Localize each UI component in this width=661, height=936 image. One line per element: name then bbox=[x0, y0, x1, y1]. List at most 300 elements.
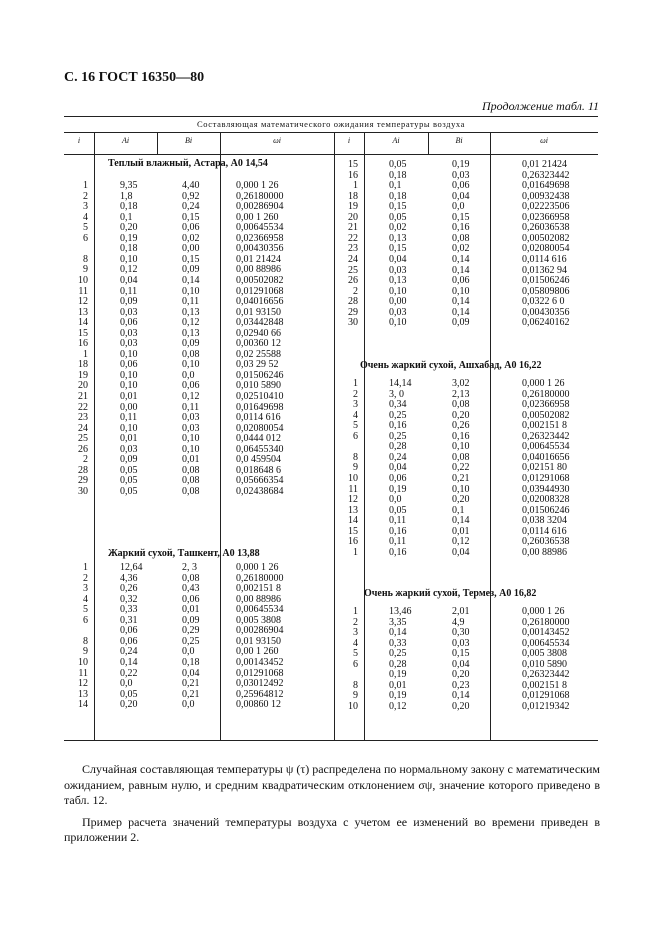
row-index: 2 bbox=[83, 454, 88, 466]
row-index: 6 bbox=[353, 658, 358, 670]
frequency-omega: 0,0322 6 0 bbox=[522, 296, 565, 308]
paragraph: Пример расчета значений температуры воздуха с учетом ее изменений во времени приведен в приложении 2. bbox=[64, 814, 600, 844]
row-index: 9 bbox=[83, 646, 88, 658]
row-index: 1 bbox=[353, 546, 358, 558]
section-title: Очень жаркий сухой, Термез, A0 16,82 bbox=[364, 588, 537, 599]
coefficient-a: 0,12 bbox=[389, 700, 407, 712]
frequency-omega: 0,01 93150 bbox=[236, 635, 281, 647]
coefficient-a: 0,24 bbox=[389, 451, 407, 463]
row-index: 26 bbox=[348, 275, 358, 287]
frequency-omega: 0,038 3204 bbox=[522, 515, 567, 527]
coefficient-b: 0,10 bbox=[182, 433, 200, 445]
coefficient-a: 0,04 bbox=[120, 274, 138, 286]
row-index: 12 bbox=[78, 296, 88, 308]
coefficient-b: 0,09 bbox=[182, 614, 200, 626]
frequency-omega: 0,25964812 bbox=[236, 688, 284, 700]
coefficient-a: 0,06 bbox=[120, 625, 138, 637]
coefficient-b: 0,20 bbox=[452, 700, 470, 712]
frequency-omega: 0,0444 012 bbox=[236, 433, 281, 445]
frequency-omega: 0,00502082 bbox=[522, 232, 570, 244]
row-index: 21 bbox=[78, 391, 88, 402]
table-title-rule bbox=[64, 132, 598, 133]
coefficient-a: 0,28 bbox=[389, 658, 407, 670]
coefficient-b: 0,20 bbox=[452, 494, 470, 506]
frequency-omega: 0,26180000 bbox=[522, 388, 570, 400]
frequency-omega: 0,0 459504 bbox=[236, 454, 281, 466]
row-index: 30 bbox=[78, 485, 88, 497]
row-index: 3 bbox=[353, 627, 358, 639]
coefficient-b: 0,26 bbox=[452, 420, 470, 432]
frequency-omega: 0,002151 8 bbox=[522, 420, 567, 432]
frequency-omega: 0,0114 616 bbox=[236, 412, 281, 424]
coefficient-a: 0,05 bbox=[120, 464, 138, 476]
frequency-omega: 0,000 1 26 bbox=[236, 180, 279, 191]
coefficient-b: 4,40 bbox=[182, 180, 200, 191]
column-header: Bi bbox=[184, 136, 193, 145]
coefficient-b: 2,13 bbox=[452, 388, 470, 400]
coefficient-b: 0,14 bbox=[452, 306, 470, 318]
coefficient-a: 0,06 bbox=[120, 635, 138, 647]
coefficient-b: 0,06 bbox=[452, 180, 470, 192]
coefficient-a: 0,14 bbox=[120, 656, 138, 668]
row-index: 15 bbox=[78, 327, 88, 339]
row-index: 8 bbox=[353, 679, 358, 691]
coefficient-b: 0,03 bbox=[182, 422, 200, 434]
coefficient-a: 4,36 bbox=[120, 572, 138, 584]
column-header: i bbox=[347, 136, 351, 145]
coefficient-a: 0,18 bbox=[120, 243, 138, 255]
frequency-omega: 0,005 3808 bbox=[522, 648, 567, 660]
coefficient-a: 0,34 bbox=[389, 399, 407, 411]
coefficient-b: 0,12 bbox=[452, 536, 470, 548]
coefficient-b: 0,14 bbox=[182, 274, 200, 286]
frequency-omega: 0,04016656 bbox=[236, 296, 284, 308]
table-header-rule bbox=[64, 154, 598, 155]
row-index: 9 bbox=[353, 690, 358, 702]
row-index: 12 bbox=[348, 494, 358, 506]
coefficient-b: 0,10 bbox=[182, 285, 200, 297]
frequency-omega: 0,00502082 bbox=[236, 274, 284, 286]
frequency-omega: 0,00 88986 bbox=[522, 546, 567, 558]
coefficient-b: 0,19 bbox=[452, 159, 470, 170]
coefficient-a: 0,05 bbox=[389, 211, 407, 223]
section-title: Теплый влажный, Астара, A0 14,54 bbox=[108, 158, 268, 169]
coefficient-b: 0,0 bbox=[182, 369, 195, 381]
frequency-omega: 0,00360 12 bbox=[236, 338, 281, 350]
coefficient-b: 0,06 bbox=[182, 380, 200, 392]
coefficient-a: 1,8 bbox=[120, 190, 133, 202]
body-text bbox=[64, 762, 600, 852]
column-divider bbox=[364, 132, 365, 740]
coefficient-a: 0,32 bbox=[120, 593, 138, 605]
row-index: 16 bbox=[348, 536, 358, 548]
frequency-omega: 0,018648 6 bbox=[236, 464, 281, 476]
coefficient-a: 0,16 bbox=[389, 525, 407, 537]
row-index: 2 bbox=[83, 572, 88, 584]
coefficient-b: 0,00 bbox=[182, 243, 200, 255]
coefficient-b: 0,11 bbox=[182, 296, 200, 308]
frequency-omega: 0,00 1 260 bbox=[236, 211, 279, 223]
row-index: 24 bbox=[78, 422, 88, 434]
row-index: 15 bbox=[348, 159, 358, 170]
coefficient-a: 0,15 bbox=[389, 201, 407, 213]
frequency-omega: 0,01362 94 bbox=[522, 264, 567, 276]
row-index: 18 bbox=[78, 359, 88, 371]
row-index: 22 bbox=[348, 232, 358, 244]
coefficient-a: 0,1 bbox=[120, 211, 133, 223]
coefficient-a: 0,18 bbox=[389, 190, 407, 202]
frequency-omega: 0,02438684 bbox=[236, 485, 284, 497]
coefficient-b: 0,11 bbox=[182, 401, 200, 413]
coefficient-a: 0,14 bbox=[389, 627, 407, 639]
row-index: 3 bbox=[83, 201, 88, 213]
frequency-omega: 0,002151 8 bbox=[522, 679, 567, 691]
frequency-omega: 0,01219342 bbox=[522, 700, 570, 712]
row-index: 29 bbox=[348, 306, 358, 318]
row-index: 11 bbox=[78, 667, 88, 679]
coefficient-b: 0,16 bbox=[452, 430, 470, 442]
row-index: 8 bbox=[353, 451, 358, 463]
row-index: 24 bbox=[348, 253, 358, 265]
row-index: 3 bbox=[83, 583, 88, 595]
coefficient-b: 0,21 bbox=[182, 678, 200, 690]
coefficient-a: 0,10 bbox=[120, 253, 138, 265]
coefficient-a: 0,13 bbox=[389, 275, 407, 287]
paragraph: Случайная составляющая температуры ψ (τ) распределена по нормальному закону с математическим ожиданием, равным нулю, и средним квадратическим отклонением σψ, значение которого приведено в табл. 12. bbox=[64, 762, 600, 807]
frequency-omega: 0,01 93150 bbox=[236, 306, 281, 318]
coefficient-a: 3,35 bbox=[389, 616, 407, 628]
coefficient-b: 0,10 bbox=[182, 443, 200, 455]
row-index: 14 bbox=[348, 515, 358, 527]
frequency-omega: 0,0114 616 bbox=[522, 525, 567, 537]
coefficient-b: 0,92 bbox=[182, 190, 200, 202]
coefficient-a: 0,10 bbox=[120, 380, 138, 392]
row-index: 12 bbox=[78, 678, 88, 690]
coefficient-a: 0,33 bbox=[389, 637, 407, 649]
coefficient-b: 0,08 bbox=[452, 451, 470, 463]
frequency-omega: 0,26323442 bbox=[522, 169, 570, 181]
frequency-omega: 0,02151 80 bbox=[522, 462, 567, 474]
coefficient-b: 0,04 bbox=[182, 667, 200, 679]
row-index: 11 bbox=[78, 285, 88, 297]
coefficient-b: 0,12 bbox=[182, 391, 200, 402]
frequency-omega: 0,00932438 bbox=[522, 190, 570, 202]
row-index: 9 bbox=[83, 264, 88, 276]
coefficient-a: 0,26 bbox=[120, 583, 138, 595]
frequency-omega: 0,01291068 bbox=[236, 667, 284, 679]
coefficient-a: 13,46 bbox=[389, 606, 412, 617]
frequency-omega: 0,01506246 bbox=[522, 504, 570, 516]
coefficient-a: 0,03 bbox=[120, 327, 138, 339]
row-index: 30 bbox=[348, 317, 358, 329]
coefficient-b: 0,15 bbox=[452, 211, 470, 223]
coefficient-a: 0,0 bbox=[120, 678, 133, 690]
coefficient-b: 0,02 bbox=[452, 243, 470, 255]
table-top-rule bbox=[64, 116, 598, 117]
frequency-omega: 0,01506246 bbox=[236, 369, 284, 381]
row-index: 25 bbox=[348, 264, 358, 276]
frequency-omega: 0,26180000 bbox=[236, 190, 284, 202]
row-index: 19 bbox=[348, 201, 358, 213]
frequency-omega: 0,00502082 bbox=[522, 409, 570, 421]
frequency-omega: 0,01 21424 bbox=[236, 253, 281, 265]
coefficient-b: 0,1 bbox=[452, 504, 465, 516]
coefficient-a: 0,02 bbox=[389, 222, 407, 234]
frequency-omega: 0,010 5890 bbox=[522, 658, 567, 670]
row-index: 5 bbox=[353, 420, 358, 432]
row-index: 21 bbox=[348, 222, 358, 234]
frequency-omega: 0,00 88986 bbox=[236, 264, 281, 276]
coefficient-b: 0,10 bbox=[452, 285, 470, 297]
coefficient-a: 0,06 bbox=[120, 359, 138, 371]
coefficient-a: 0,31 bbox=[120, 614, 138, 626]
row-index: 23 bbox=[78, 412, 88, 424]
frequency-omega: 0,00645534 bbox=[522, 441, 570, 453]
coefficient-b: 0,04 bbox=[452, 190, 470, 202]
frequency-omega: 0,000 1 26 bbox=[522, 606, 565, 617]
coefficient-b: 0,18 bbox=[182, 656, 200, 668]
row-index: 20 bbox=[78, 380, 88, 392]
row-index: 16 bbox=[78, 338, 88, 350]
coefficient-a: 0,19 bbox=[389, 669, 407, 681]
frequency-omega: 0,26180000 bbox=[522, 616, 570, 628]
coefficient-b: 0,14 bbox=[452, 515, 470, 527]
coefficient-a: 0,03 bbox=[120, 338, 138, 350]
row-index: 9 bbox=[353, 462, 358, 474]
frequency-omega: 0,03 29 52 bbox=[236, 359, 279, 371]
coefficient-b: 0,20 bbox=[452, 409, 470, 421]
row-index: 28 bbox=[78, 464, 88, 476]
row-index: 3 bbox=[353, 399, 358, 411]
frequency-omega: 0,26323442 bbox=[522, 430, 570, 442]
row-index: 2 bbox=[353, 616, 358, 628]
coefficient-b: 0,08 bbox=[182, 485, 200, 497]
row-index: 10 bbox=[78, 274, 88, 286]
section-title: Жаркий сухой, Ташкент, A0 13,88 bbox=[108, 548, 260, 559]
table-bottom-rule bbox=[64, 740, 598, 741]
page-header: С. 16 ГОСТ 16350—80 bbox=[64, 70, 205, 85]
coefficient-b: 0,43 bbox=[182, 583, 200, 595]
row-index: 23 bbox=[348, 243, 358, 255]
frequency-omega: 0,02366958 bbox=[236, 232, 284, 244]
coefficient-b: 0,15 bbox=[452, 648, 470, 660]
frequency-omega: 0,00286904 bbox=[236, 201, 284, 213]
coefficient-a: 0,04 bbox=[389, 253, 407, 265]
coefficient-a: 0,01 bbox=[120, 391, 138, 402]
frequency-omega: 0,03442848 bbox=[236, 317, 284, 329]
coefficient-b: 0,06 bbox=[452, 275, 470, 287]
row-index: 6 bbox=[353, 430, 358, 442]
frequency-omega: 0,02510410 bbox=[236, 391, 284, 402]
frequency-omega: 0,00645534 bbox=[522, 637, 570, 649]
coefficient-b: 0,24 bbox=[182, 201, 200, 213]
coefficient-b: 0,14 bbox=[452, 253, 470, 265]
row-index: 4 bbox=[83, 593, 88, 605]
frequency-omega: 0,03012492 bbox=[236, 678, 284, 690]
frequency-omega: 0,02940 66 bbox=[236, 327, 281, 339]
coefficient-a: 0,20 bbox=[120, 699, 138, 711]
frequency-omega: 0,06240162 bbox=[522, 317, 570, 329]
frequency-omega: 0,000 1 26 bbox=[236, 562, 279, 573]
coefficient-b: 0,04 bbox=[452, 546, 470, 558]
frequency-omega: 0,01291068 bbox=[522, 690, 570, 702]
row-index: 18 bbox=[348, 190, 358, 202]
frequency-omega: 0,02366958 bbox=[522, 211, 570, 223]
coefficient-b: 0,15 bbox=[182, 211, 200, 223]
coefficient-b: 0,09 bbox=[182, 264, 200, 276]
frequency-omega: 0,02080054 bbox=[236, 422, 284, 434]
coefficient-a: 3, 0 bbox=[389, 388, 404, 400]
coefficient-b: 0,16 bbox=[452, 222, 470, 234]
frequency-omega: 0,010 5890 bbox=[236, 380, 281, 392]
coefficient-a: 12,64 bbox=[120, 562, 143, 573]
column-header: ωi bbox=[540, 136, 548, 145]
coefficient-b: 0,22 bbox=[452, 462, 470, 474]
table-continuation-label: Продолжение табл. 11 bbox=[481, 99, 599, 113]
row-index: 1 bbox=[353, 180, 358, 192]
coefficient-a: 0,0 bbox=[389, 494, 402, 506]
coefficient-a: 0,10 bbox=[389, 317, 407, 329]
coefficient-b: 0,03 bbox=[452, 637, 470, 649]
coefficient-b: 0,12 bbox=[182, 317, 200, 329]
coefficient-b: 0,14 bbox=[452, 296, 470, 308]
coefficient-a: 0,11 bbox=[389, 515, 407, 527]
row-index: 1 bbox=[83, 562, 88, 573]
coefficient-b: 0,08 bbox=[452, 399, 470, 411]
coefficient-b: 0,29 bbox=[182, 625, 200, 637]
frequency-omega: 0,06455340 bbox=[236, 443, 284, 455]
frequency-omega: 0,01 21424 bbox=[522, 159, 567, 170]
coefficient-a: 0,05 bbox=[120, 475, 138, 487]
coefficient-b: 0,0 bbox=[182, 646, 195, 658]
row-index: 1 bbox=[353, 606, 358, 617]
coefficient-b: 0,21 bbox=[452, 472, 470, 484]
frequency-omega: 0,00645534 bbox=[236, 604, 284, 616]
coefficient-a: 0,05 bbox=[120, 688, 138, 700]
frequency-omega: 0,26036538 bbox=[522, 536, 570, 548]
frequency-omega: 0,01649698 bbox=[236, 401, 284, 413]
row-index: 5 bbox=[353, 648, 358, 660]
data-table bbox=[64, 116, 598, 740]
coefficient-b: 0,01 bbox=[182, 604, 200, 616]
coefficient-b: 0,03 bbox=[182, 412, 200, 424]
coefficient-b: 0,15 bbox=[182, 253, 200, 265]
frequency-omega: 0,00143452 bbox=[522, 627, 570, 639]
coefficient-a: 0,01 bbox=[389, 679, 407, 691]
frequency-omega: 0,00430356 bbox=[236, 243, 284, 255]
frequency-omega: 0,01649698 bbox=[522, 180, 570, 192]
coefficient-b: 0,08 bbox=[182, 464, 200, 476]
coefficient-a: 0,09 bbox=[120, 454, 138, 466]
coefficient-a: 0,10 bbox=[389, 285, 407, 297]
frequency-omega: 0,002151 8 bbox=[236, 583, 281, 595]
coefficient-a: 0,19 bbox=[389, 690, 407, 702]
coefficient-b: 0,02 bbox=[182, 232, 200, 244]
frequency-omega: 0,00286904 bbox=[236, 625, 284, 637]
row-index: 14 bbox=[78, 317, 88, 329]
coefficient-a: 0,05 bbox=[389, 504, 407, 516]
frequency-omega: 0,02366958 bbox=[522, 399, 570, 411]
coefficient-a: 0,20 bbox=[120, 222, 138, 234]
row-index: 1 bbox=[83, 348, 88, 360]
column-divider bbox=[490, 132, 491, 740]
coefficient-a: 0,25 bbox=[389, 430, 407, 442]
coefficient-a: 0,24 bbox=[120, 646, 138, 658]
coefficient-b: 0,30 bbox=[452, 627, 470, 639]
coefficient-b: 0,01 bbox=[452, 525, 470, 537]
frequency-omega: 0,01291068 bbox=[236, 285, 284, 297]
frequency-omega: 0,05809806 bbox=[522, 285, 570, 297]
coefficient-a: 0,01 bbox=[120, 433, 138, 445]
coefficient-a: 0,12 bbox=[120, 264, 138, 276]
frequency-omega: 0,00143452 bbox=[236, 656, 284, 668]
frequency-omega: 0,02223506 bbox=[522, 201, 570, 213]
frequency-omega: 0,000 1 26 bbox=[522, 378, 565, 389]
coefficient-a: 9,35 bbox=[120, 180, 138, 191]
coefficient-a: 0,03 bbox=[389, 306, 407, 318]
coefficient-a: 0,28 bbox=[389, 441, 407, 453]
section-title: Очень жаркий сухой, Ашхабад, A0 16,22 bbox=[360, 360, 542, 371]
row-index: 19 bbox=[78, 369, 88, 381]
coefficient-a: 0,18 bbox=[120, 201, 138, 213]
coefficient-b: 0,13 bbox=[182, 327, 200, 339]
coefficient-a: 0,05 bbox=[389, 159, 407, 170]
coefficient-b: 0,04 bbox=[452, 658, 470, 670]
row-index: 13 bbox=[78, 306, 88, 318]
coefficient-b: 0,25 bbox=[182, 635, 200, 647]
coefficient-b: 0,03 bbox=[452, 169, 470, 181]
row-index: 10 bbox=[78, 656, 88, 668]
coefficient-b: 0,10 bbox=[182, 359, 200, 371]
coefficient-b: 0,14 bbox=[452, 690, 470, 702]
coefficient-b: 0,10 bbox=[452, 441, 470, 453]
coefficient-a: 0,16 bbox=[389, 546, 407, 558]
coefficient-a: 14,14 bbox=[389, 378, 412, 389]
row-index: 26 bbox=[78, 443, 88, 455]
coefficient-b: 0,0 bbox=[452, 201, 465, 213]
row-index: 15 bbox=[348, 525, 358, 537]
coefficient-a: 0,11 bbox=[389, 536, 407, 548]
row-index: 20 bbox=[348, 211, 358, 223]
coefficient-b: 0,08 bbox=[182, 348, 200, 360]
row-index: 2 bbox=[83, 190, 88, 202]
coefficient-a: 0,19 bbox=[389, 483, 407, 495]
column-header: i bbox=[77, 136, 81, 145]
coefficient-a: 0,25 bbox=[389, 409, 407, 421]
coefficient-b: 0,20 bbox=[452, 669, 470, 681]
row-index: 1 bbox=[353, 378, 358, 389]
frequency-omega: 0,03944930 bbox=[522, 483, 570, 495]
frequency-omega: 0,005 3808 bbox=[236, 614, 281, 626]
coefficient-a: 0,1 bbox=[389, 180, 402, 192]
coefficient-a: 0,10 bbox=[120, 369, 138, 381]
frequency-omega: 0,01291068 bbox=[522, 472, 570, 484]
coefficient-a: 0,04 bbox=[389, 462, 407, 474]
row-index: 1 bbox=[83, 180, 88, 191]
row-index: 29 bbox=[78, 475, 88, 487]
coefficient-b: 0,08 bbox=[182, 475, 200, 487]
row-index: 4 bbox=[353, 409, 358, 421]
coefficient-a: 0,25 bbox=[389, 648, 407, 660]
row-index: 4 bbox=[83, 211, 88, 223]
coefficient-b: 2, 3 bbox=[182, 562, 197, 573]
frequency-omega: 0,04016656 bbox=[522, 451, 570, 463]
frequency-omega: 0,02008328 bbox=[522, 494, 570, 506]
coefficient-a: 0,19 bbox=[120, 232, 138, 244]
coefficient-b: 0,10 bbox=[452, 483, 470, 495]
frequency-omega: 0,26036538 bbox=[522, 222, 570, 234]
frequency-omega: 0,00645534 bbox=[236, 222, 284, 234]
